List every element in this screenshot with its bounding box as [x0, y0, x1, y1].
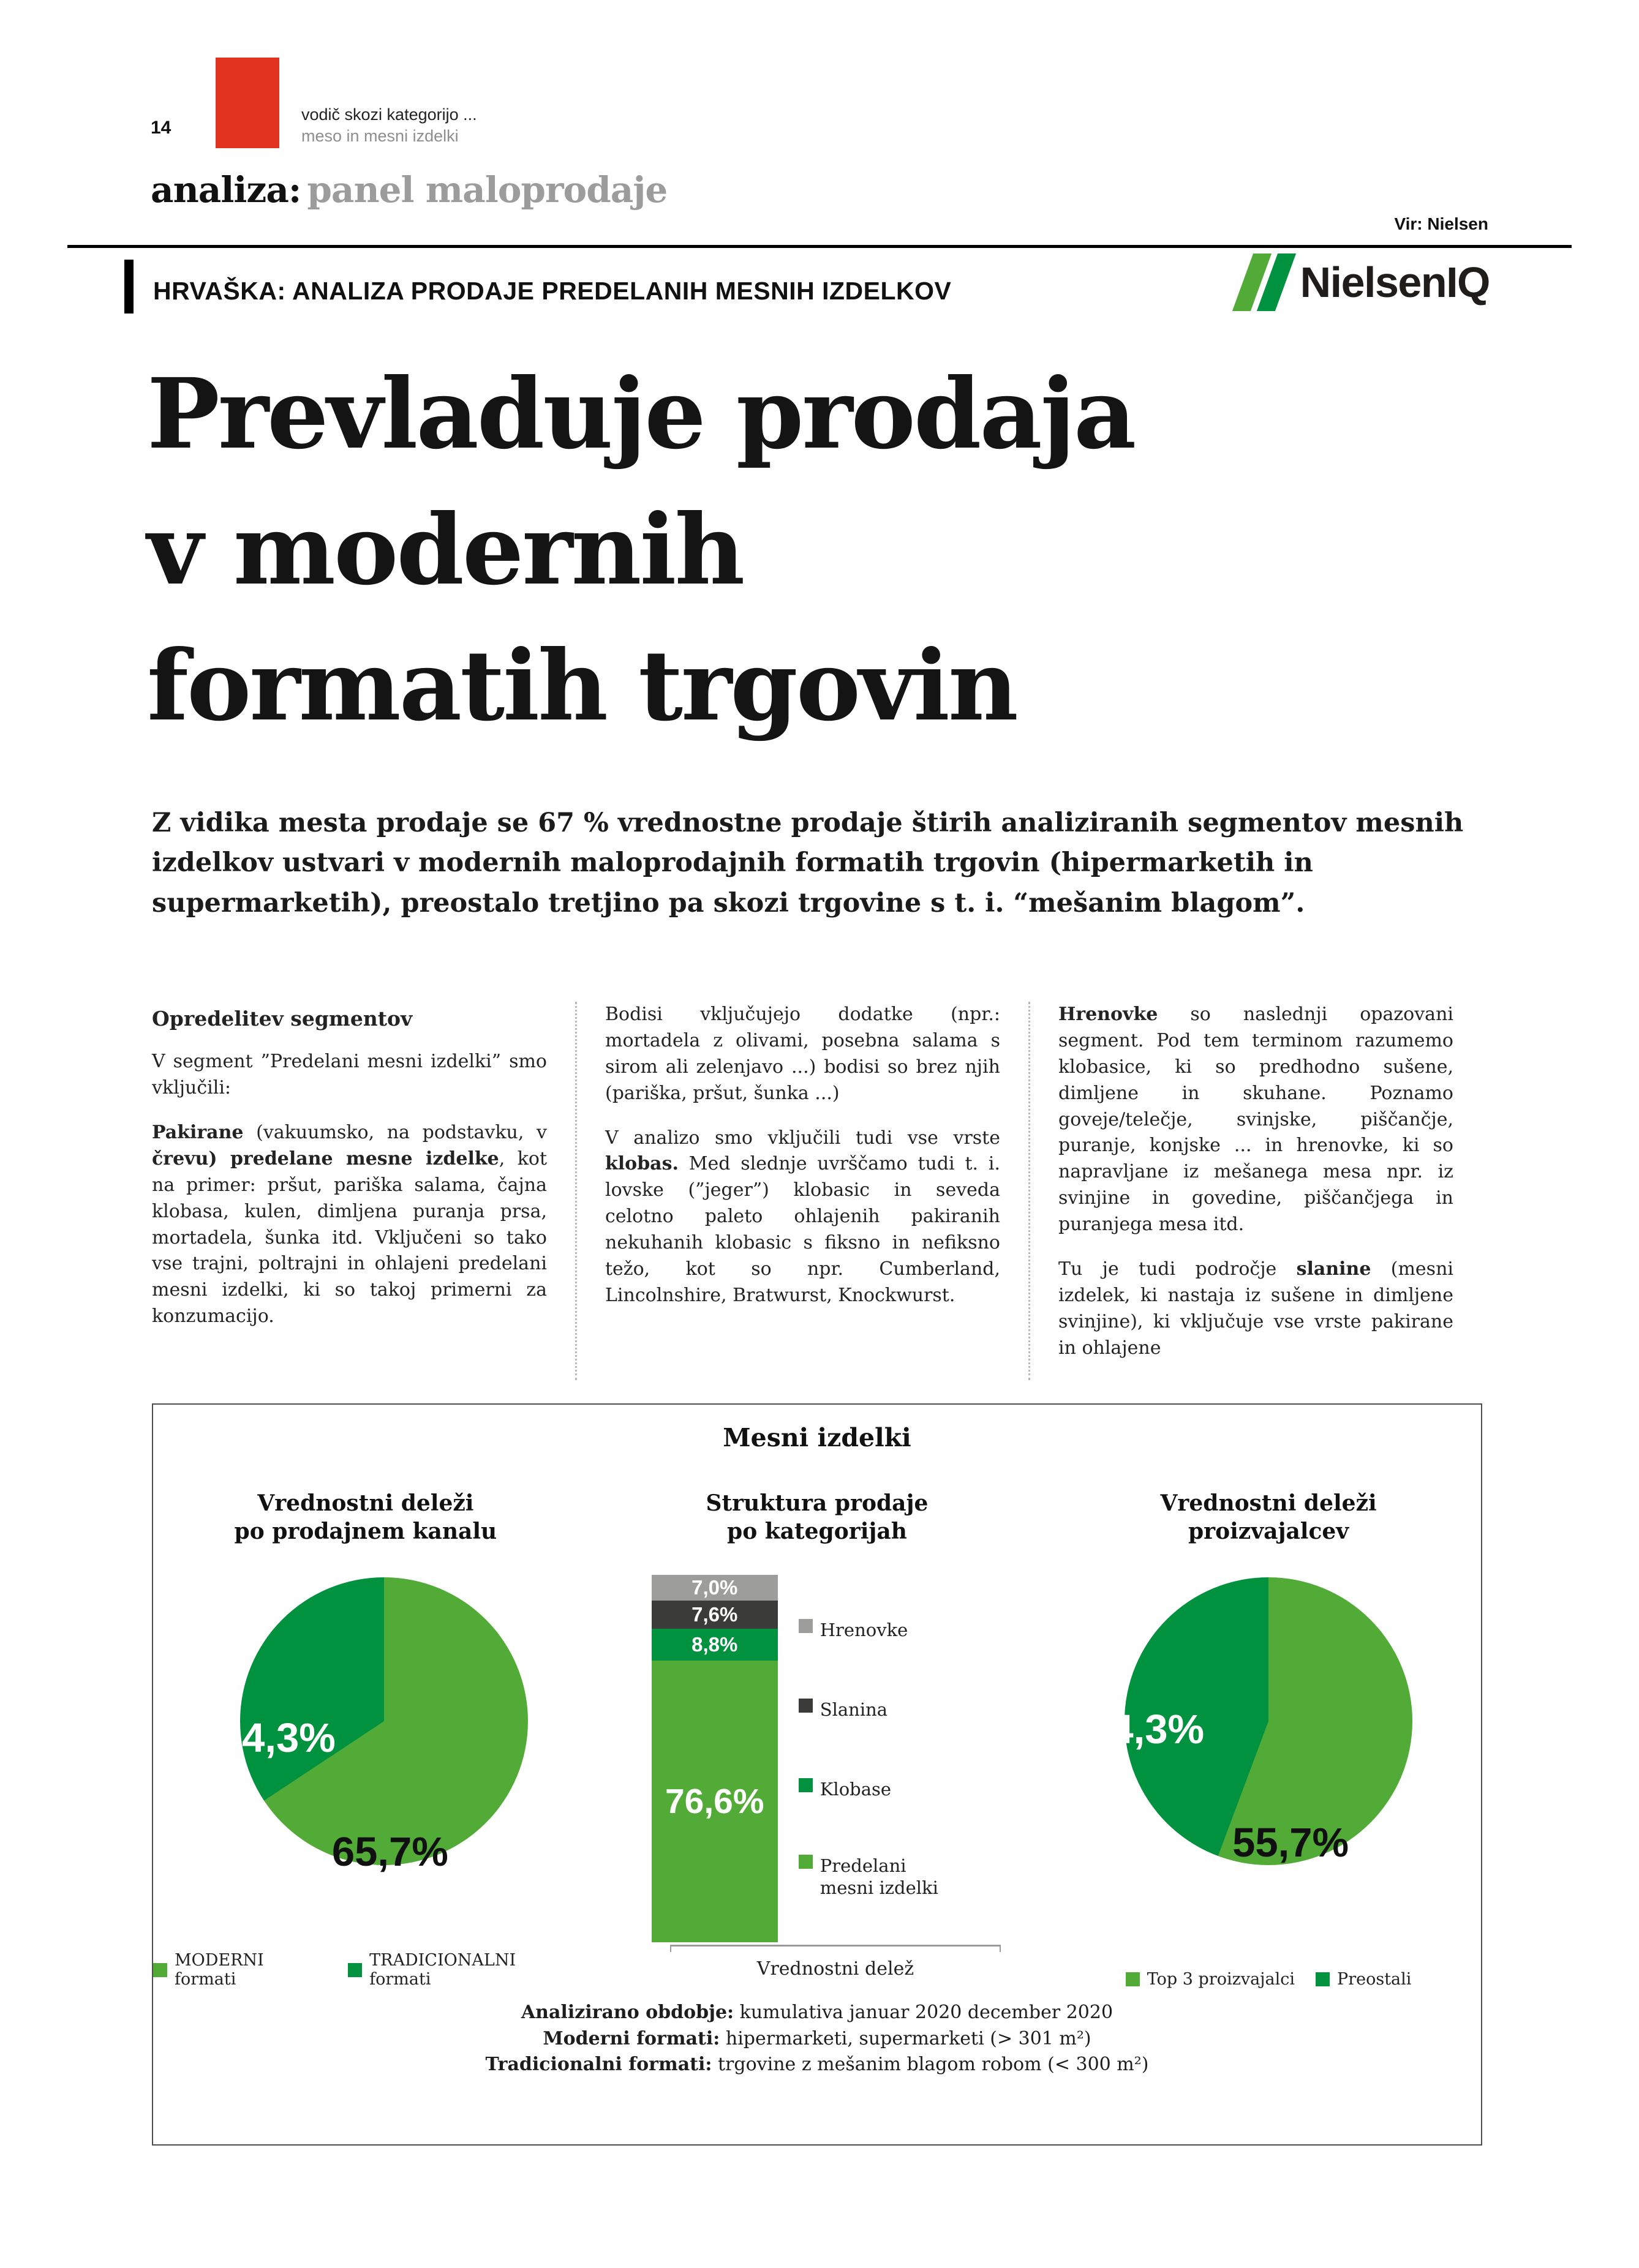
- paragraph: Bodisi vključujejo dodatke (npr.: mortadela z olivami, posebna salama s sirom ali zelenjavo ...) bodisi so brez njih (pariška, pršut, šunka ...): [605, 1004, 1000, 1104]
- legend-item: [153, 1951, 327, 1989]
- headline: [147, 347, 1134, 754]
- paragraph: V segment ”Predelani mesni izdelki” smo vključili:: [152, 1051, 547, 1099]
- legend-label: Preostali: [1337, 1970, 1412, 1989]
- column-heading: Opredelitev segmentov: [152, 1007, 413, 1031]
- legend-swatch: [1316, 1972, 1330, 1986]
- channel-chart-title: Vrednostni deleži po prodajnem kanalu: [234, 1490, 497, 1545]
- legend-label: Klobase: [820, 1779, 892, 1800]
- source-credit: Vir: Nielsen: [1394, 214, 1488, 233]
- legend-swatch: [153, 1963, 167, 1977]
- nielseniq-wordmark: NielsenIQ: [1300, 258, 1490, 306]
- lead-paragraph: Z vidika mesta prodaje se 67 % vrednostne prodaje štirih analiziranih segmentov mesnih izdelkov ustvari v modernih maloprodajnih formatih trgovin (hipermarketih in supermarketih), preostalo tretjino pa skozi trgovine s t. i. “mešanim blagom”.: [152, 808, 1464, 918]
- legend-label: Hrenovke: [820, 1620, 908, 1640]
- category-structure-chart: [578, 1456, 1056, 1989]
- legend-label: TRADICIONALNI formati: [369, 1951, 516, 1989]
- producer-legend: [1126, 1970, 1412, 1989]
- legend-item: [799, 1855, 943, 1899]
- rest-share-label: 44,3%: [1088, 1707, 1205, 1752]
- producer-pie-wrap: [1088, 1577, 1412, 1866]
- paragraph: Pakirane (vakuumsko, na podstavku, v črevu) predelane mesne izdelke, kot na primer: pršut, pariška salama, čajna klobasa, kulen, dimljena puranja prsa, mortadela, šunka itd. Vključeni so tako vse trajni, poltrajni in ohlajeni predelani mesni izdelki, ki so takoj primerni za konzumacijo.: [152, 1121, 547, 1327]
- modern-share-label: 65,7%: [331, 1829, 448, 1875]
- bar-segment-klobase: [652, 1629, 778, 1661]
- paragraph: Tu je tudi področje slanine (mesni izdelek, ki nastaja iz sušene in dimljene svinjine), ki vključuje vse vrste pakirane in ohlajene: [1058, 1258, 1453, 1359]
- legend-label: MODERNI formati: [175, 1951, 264, 1989]
- category-chart-title: Struktura prodaje po kategorijah: [706, 1490, 929, 1545]
- footnote-period: Analizirano obdobje: kumulativa januar 2020 december 2020: [521, 2002, 1113, 2023]
- legend-swatch: [1126, 1972, 1140, 1986]
- footnote-traditional: Tradicionalni formati: trgovine z mešanim blagom robom (< 300 m²): [485, 2054, 1149, 2076]
- channel-share-chart: [153, 1456, 578, 1989]
- x-axis: [670, 1945, 1001, 1980]
- stacked-bar-area: [652, 1575, 949, 1942]
- body-columns: [152, 1002, 1487, 1380]
- stacked-bar: [652, 1575, 778, 1942]
- headline-line-1: Prevladuje prodaja: [147, 358, 1135, 471]
- legend-item: [799, 1619, 943, 1641]
- headline-line-2: v modernih: [147, 494, 744, 607]
- legend-item: [799, 1699, 943, 1721]
- channel-pie-wrap: [219, 1577, 528, 1875]
- heading-tick: [124, 260, 134, 314]
- chart-footnotes: [153, 2000, 1481, 2078]
- charts-row: [153, 1456, 1481, 1989]
- divider-rule: [67, 245, 1572, 248]
- x-axis-line: [670, 1945, 1001, 1952]
- chart-panel: [152, 1403, 1482, 2146]
- page-number: 14: [151, 118, 171, 138]
- bar-value-label: 76,6%: [665, 1782, 764, 1822]
- paragraph: V analizo smo vključili tudi vse vrste klobas. Med slednje uvrščamo tudi t. i. lovske (”jeger”) klobasic in seveda celotno paleto ohlajenih pakiranih nekuhanih klobasic s fiksno in nefiksno težo, kot so npr. Cumberland, Lincolnshire, Bratwurst, Knockwurst.: [605, 1127, 1000, 1306]
- bar-value-label: 7,6%: [691, 1602, 738, 1626]
- headline-line-3: formatih trgovin: [147, 629, 1017, 743]
- legend-item: [799, 1778, 943, 1800]
- bar-segment-slanina: [652, 1601, 778, 1629]
- legend-swatch: [799, 1855, 813, 1869]
- footnote-modern: Moderni formati: hipermarketi, supermarketi (> 301 m²): [543, 2027, 1091, 2049]
- bar-segment-predelani: [652, 1661, 778, 1942]
- chart-panel-title: Mesni izdelki: [723, 1423, 911, 1452]
- legend-label: Predelani mesni izdelki: [820, 1855, 938, 1899]
- legend-item: [1126, 1970, 1295, 1989]
- legend-swatch: [799, 1778, 813, 1792]
- legend-label: Slanina: [820, 1699, 888, 1720]
- bar-legend: [799, 1575, 949, 1942]
- producer-chart-title: Vrednostni deleži proizvajalcev: [1160, 1490, 1377, 1545]
- category-logo: [216, 58, 279, 148]
- top3-share-label: 55,7%: [1232, 1820, 1349, 1866]
- nielsen-chevrons-icon: [1243, 253, 1289, 311]
- bar-value-label: 7,0%: [691, 1576, 738, 1599]
- legend-item: [348, 1951, 578, 1989]
- section-title: [151, 169, 667, 211]
- bar-segment-hrenovke: [652, 1575, 778, 1601]
- legend-item: [1316, 1970, 1411, 1989]
- kicker: [301, 104, 477, 147]
- section-title-sub: panel maloprodaje: [307, 169, 668, 211]
- section-title-main: analiza:: [151, 169, 301, 211]
- nielseniq-logo: [1243, 253, 1490, 311]
- legend-swatch: [799, 1699, 813, 1713]
- column-hotdogs-bacon: [1028, 1002, 1453, 1380]
- legend-swatch: [348, 1963, 362, 1977]
- bar-value-label: 8,8%: [691, 1632, 738, 1656]
- x-axis-label: Vrednostni delež: [756, 1958, 914, 1980]
- paragraph: Hrenovke so naslednji opazovani segment. Pod tem terminom razumemo klobasice, ki so predhodno sušene, dimljene in skuhane. Poznamo goveje/telečje, svinjske, piščančje, puranje, konjske ... in hrenovke, ki so napravljane iz mešanega mesa npr. iz svinjine in govedine, piščančjega in puranjega mesa itd.: [1058, 1004, 1453, 1236]
- column-definitions: [152, 1002, 547, 1380]
- column-sausages: [575, 1002, 1000, 1380]
- article-eyebrow: HRVAŠKA: ANALIZA PRODAJE PREDELANIH MESNIH IZDELKOV: [153, 277, 952, 305]
- traditional-share-label: 34,3%: [219, 1715, 336, 1761]
- legend-swatch: [799, 1619, 813, 1633]
- legend-label: Top 3 proizvajalci: [1147, 1970, 1295, 1989]
- kicker-line-2: meso in mesni izdelki: [301, 127, 459, 146]
- kicker-line-1: vodič skozi kategorijo ...: [301, 105, 477, 124]
- channel-legend: [153, 1951, 578, 1989]
- producer-share-chart: [1056, 1456, 1481, 1989]
